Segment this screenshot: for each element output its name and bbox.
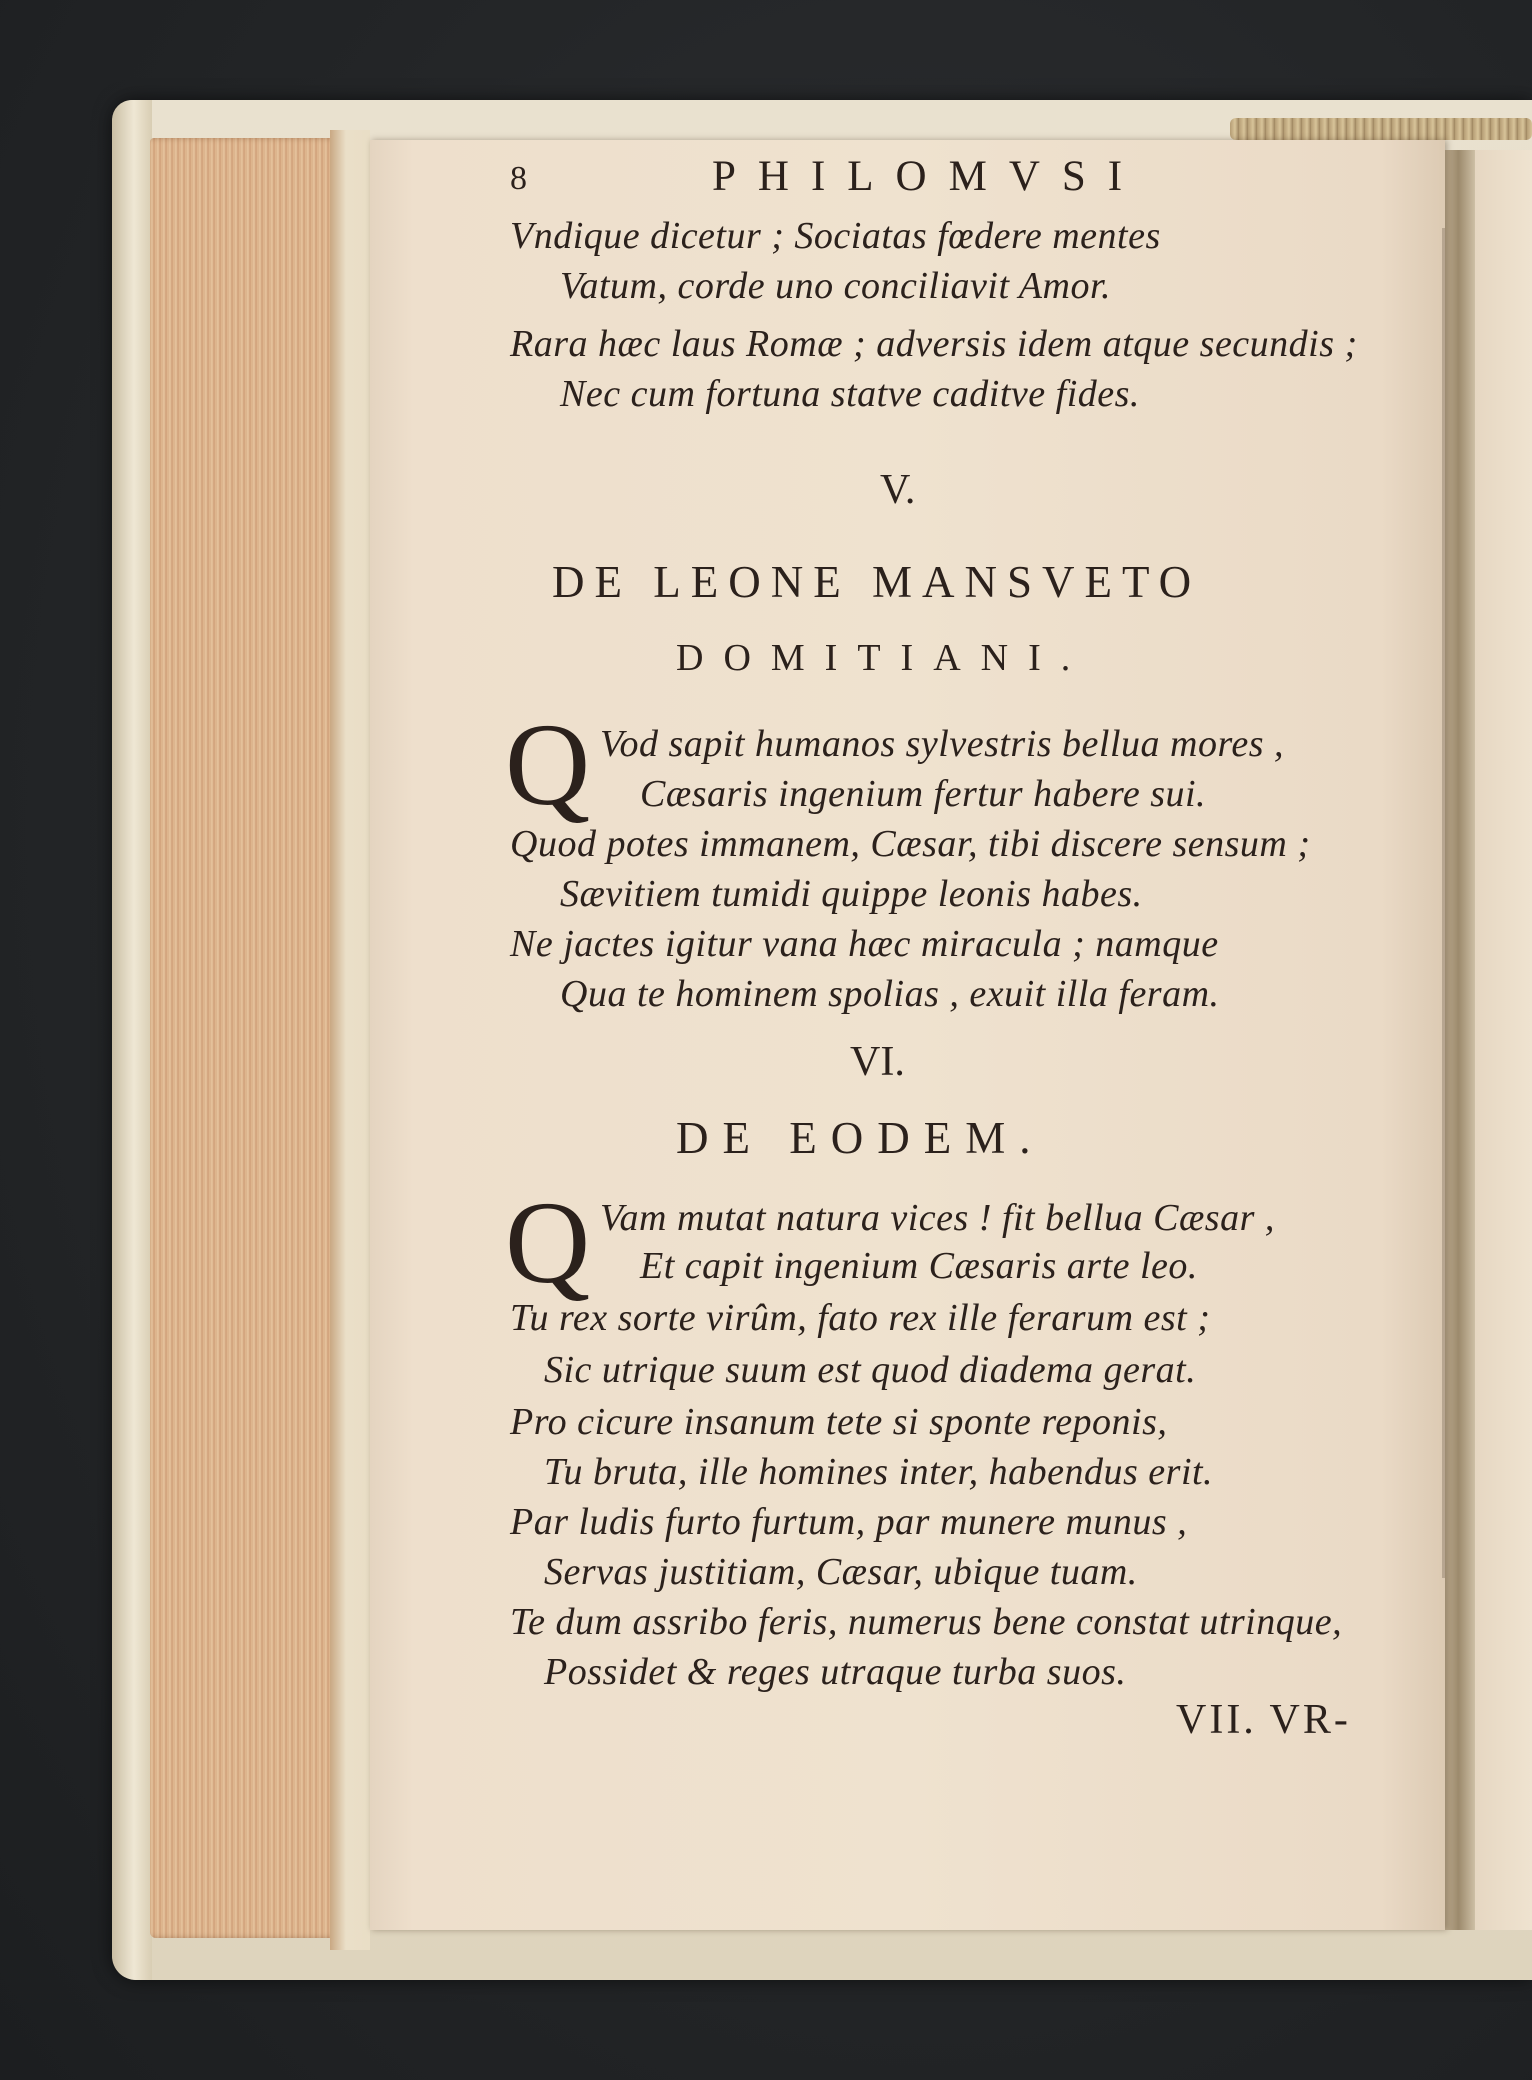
poem-line: Et capit ingenium Cæsaris arte leo. (640, 1245, 1198, 1287)
poem-line: Possidet & reges utraque turba suos. (544, 1651, 1127, 1693)
page-stack-edge (330, 130, 370, 1950)
poem-line: Ne jactes igitur vana hæc miracula ; namque (510, 923, 1219, 965)
poem-line: Rara hæc laus Romæ ; adversis idem atque secundis ; (510, 323, 1358, 365)
poem-line: Quod potes immanem, Cæsar, tibi discere sensum ; (510, 823, 1311, 865)
poem-line: Vatum, corde uno conciliavit Amor. (560, 265, 1112, 307)
poem-line: Sic utrique suum est quod diadema gerat. (544, 1349, 1197, 1391)
poem-line: Cæsaris ingenium fertur habere sui. (640, 773, 1207, 815)
running-head: PHILOMVSI (712, 153, 1145, 200)
vellum-binding-edge (112, 100, 152, 1980)
gutter (1445, 150, 1475, 1930)
poem-line: Sævitiem tumidi quippe leonis habes. (560, 873, 1143, 915)
section-title: DE LEONE MANSVETO (552, 557, 1202, 607)
page-shadow-line (1442, 228, 1445, 1578)
poem-line: Te dum assribo feris, numerus bene constat utrinque, (510, 1601, 1343, 1643)
section-subtitle: DOMITIANI. (676, 637, 1091, 679)
poem-line: Servas justitiam, Cæsar, ubique tuam. (544, 1551, 1138, 1593)
section-numeral: VI. (850, 1039, 905, 1085)
poem-line: Pro cicure insanum tete si sponte reponis, (510, 1401, 1168, 1443)
poem-line: Vam mutat natura vices ! fit bellua Cæsar , (600, 1197, 1275, 1239)
catchword: VII. VR- (1176, 1697, 1351, 1743)
gilt-page-block (150, 138, 360, 1938)
section-title: DE EODEM. (676, 1113, 1045, 1163)
drop-capital: Q (505, 699, 591, 830)
facing-page (1475, 150, 1532, 1930)
poem-line: Par ludis furto furtum, par munere munus , (510, 1501, 1188, 1543)
poem-line: Qua te hominem spolias , exuit illa feram. (560, 973, 1220, 1015)
poem-line: Vod sapit humanos sylvestris bellua mores , (600, 723, 1285, 765)
poem-line: Vndique dicetur ; Sociatas fœdere mentes (510, 215, 1161, 257)
poem-line: Tu rex sorte virûm, fato rex ille ferarum est ; (510, 1297, 1211, 1339)
headband (1230, 118, 1532, 140)
poem-line: Nec cum fortuna statve caditve fides. (560, 373, 1140, 415)
folio-number: 8 (510, 160, 527, 197)
poem-line: Tu bruta, ille homines inter, habendus erit. (544, 1451, 1214, 1493)
section-numeral: V. (880, 467, 916, 513)
drop-capital: Q (505, 1177, 591, 1308)
